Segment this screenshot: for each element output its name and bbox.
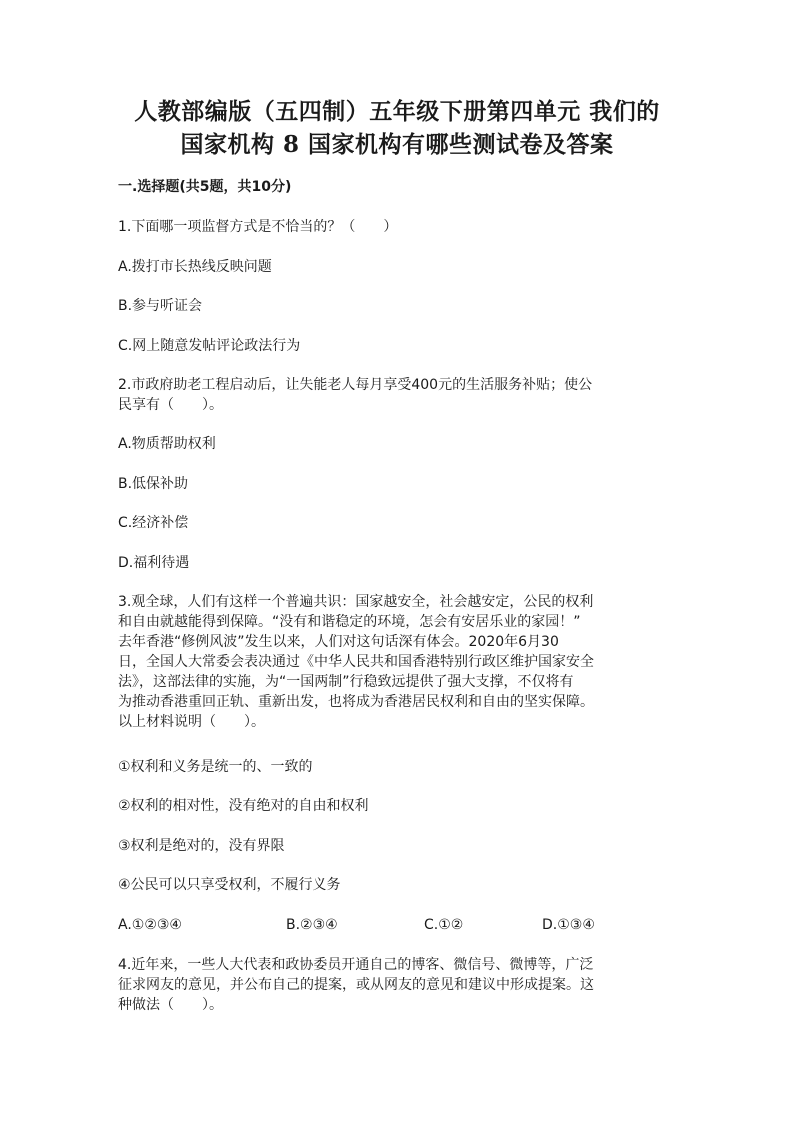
question-3-option-d: D.①③④ [542,917,595,933]
section-heading: 一.选择题(共5题，共10分) [118,179,292,195]
question-3-stem-line: 3.观全球，人们有这样一个普遍共识：国家越安全，社会越安定，公民的权利 [118,594,594,610]
question-1-option-a: A.拨打市长热线反映问题 [118,259,272,275]
question-3-stem-line: 以上材料说明（ ）。 [118,714,265,730]
question-2-option-a: A.物质帮助权利 [118,436,216,452]
question-2-stem [118,375,678,415]
question-3-stem-line: 法》，这部法律的实施，为“一国两制”行稳致远提供了强大支撑，不仅将有 [118,674,574,690]
question-2-stem-line: 民享有（ ）。 [118,397,223,413]
question-3-stem-line: 日，全国人大常委会表决通过《中华人民共和国香港特别行政区维护国家安全 [118,654,594,670]
question-3-statement-3: ③权利是绝对的，没有界限 [118,838,285,854]
document-title-line-2: 国家机构 8 国家机构有哪些测试卷及答案 [180,131,614,158]
question-2-stem-line: 2.市政府助老工程启动后，让失能老人每月享受400元的生活服务补贴；使公 [118,377,593,393]
question-3-stem-line: 为推动香港重回正轨、重新出发，也将成为香港居民权利和自由的坚实保障。 [118,694,594,710]
question-3-stem [118,592,678,732]
question-3-option-c: C.①② [424,917,464,933]
question-3-statement-2: ②权利的相对性，没有绝对的自由和权利 [118,798,369,814]
question-3-option-a: A.①②③④ [118,917,182,933]
question-1-stem: 1.下面哪一项监督方式是不恰当的？（ ） [118,219,398,235]
question-3-option-b: B.②③④ [286,917,338,933]
question-4-stem-line: 征求网友的意见，并公布自己的提案，或从网友的意见和建议中形成提案。这 [118,977,594,993]
question-2-option-c: C.经济补偿 [118,515,189,531]
question-4-stem [118,955,678,1015]
question-2-option-d: D.福利待遇 [118,555,190,571]
question-3-statement-4: ④公民可以只享受权利，不履行义务 [118,877,341,893]
question-4-stem-line: 种做法（ ）。 [118,997,223,1013]
question-4-stem-line: 4.近年来，一些人大代表和政协委员开通自己的博客、微信号、微博等，广泛 [118,957,594,973]
document-title-line-1: 人教部编版（五四制）五年级下册第四单元 我们的 [134,98,660,125]
question-2-option-b: B.低保补助 [118,476,189,492]
question-3-stem-line: 和自由就越能得到保障。“没有和谐稳定的环境，怎会有安居乐业的家园！” [118,614,581,630]
question-3-options [118,915,678,935]
question-1-option-c: C.网上随意发帖评论政法行为 [118,338,301,354]
question-3-statement-1: ①权利和义务是统一的、一致的 [118,759,313,775]
question-1-option-b: B.参与听证会 [118,298,203,314]
question-3-stem-line: 去年香港“修例风波”发生以来，人们对这句话深有体会。2020年6月30 [118,634,559,650]
